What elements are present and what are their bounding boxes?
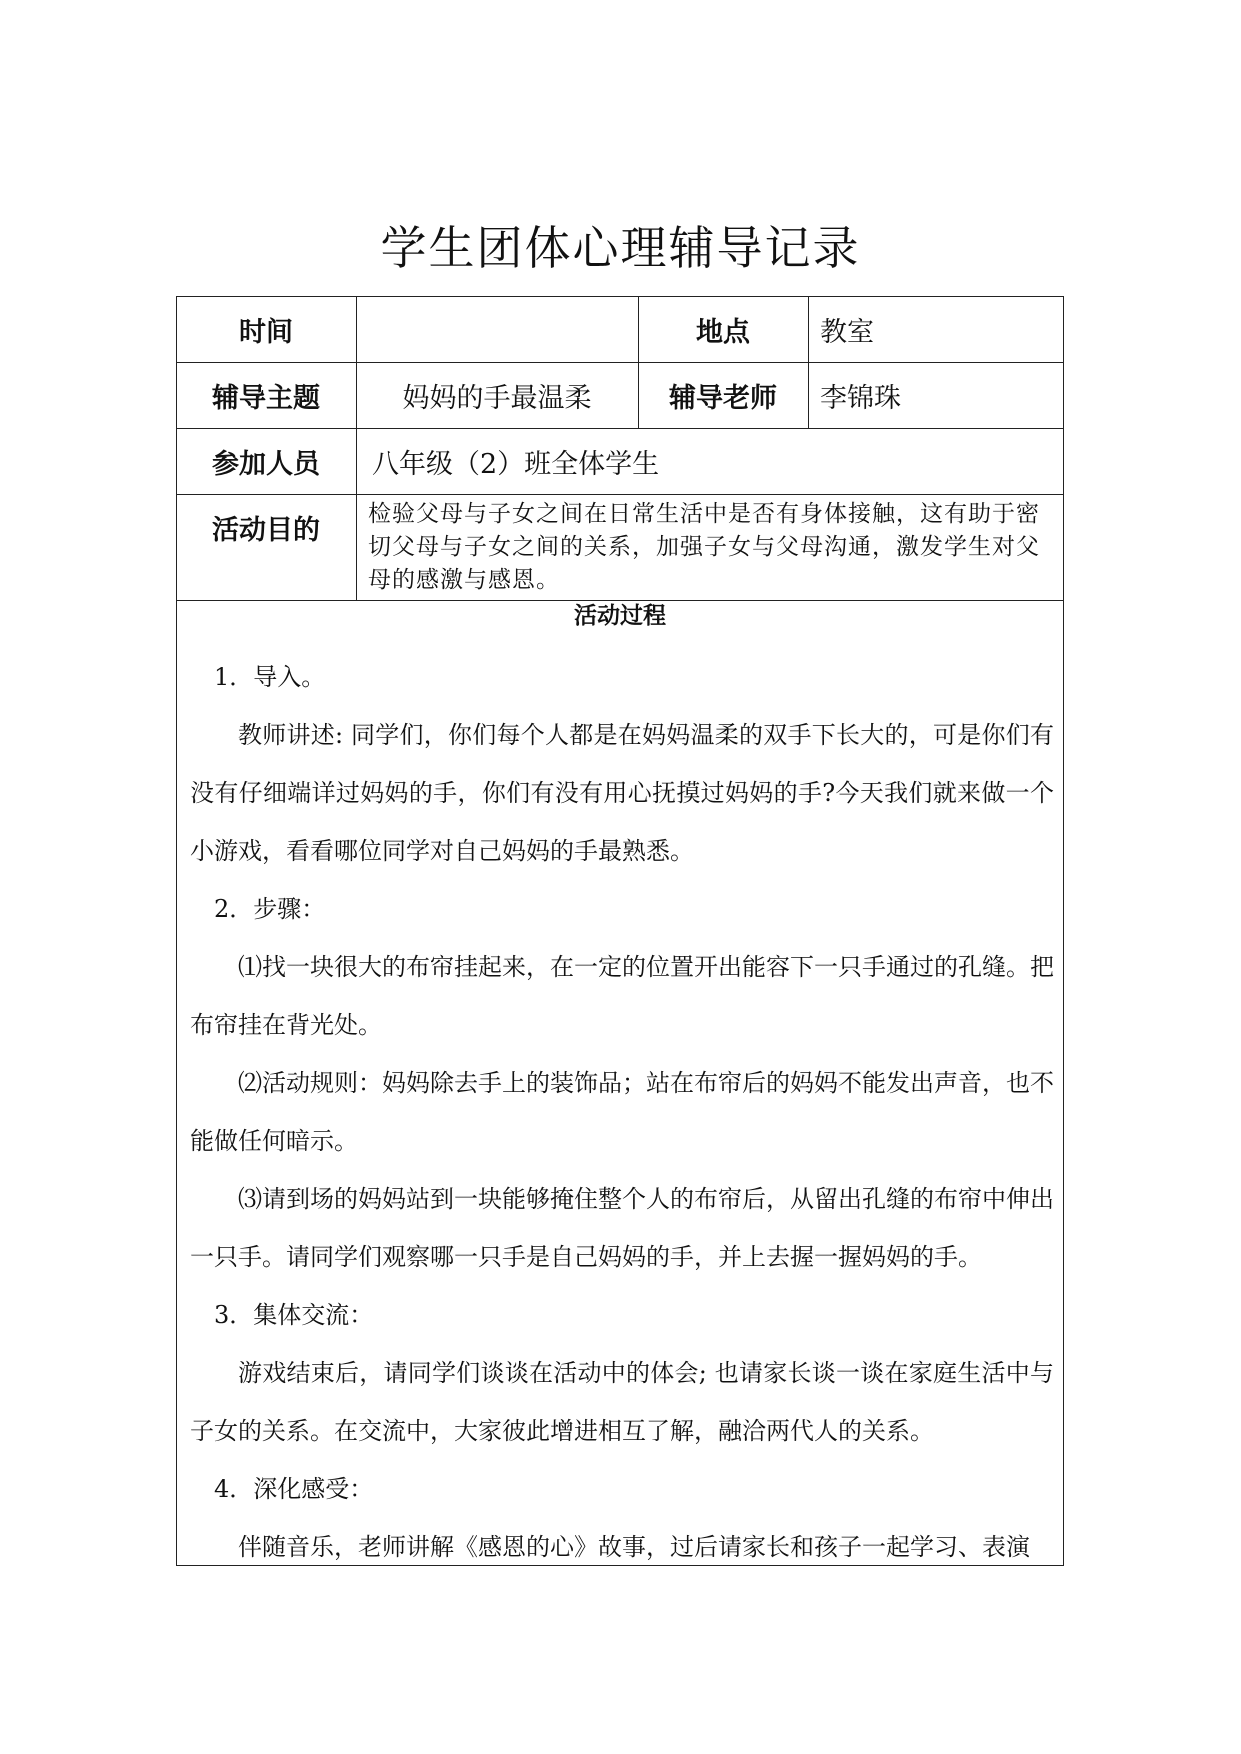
topic-label: 辅导主题 [212, 382, 320, 414]
column-divider [808, 296, 809, 428]
step-deepen-heading: 4．深化感受： [214, 1475, 374, 1503]
step-discussion-heading: 3．集体交流： [214, 1301, 374, 1329]
purpose-label: 活动目的 [212, 514, 320, 546]
participants-label: 参加人员 [212, 448, 320, 480]
step-intro-heading: 1．导入。 [214, 663, 326, 691]
place-label: 地点 [696, 316, 750, 348]
paragraph: ⑵活动规则：妈妈除去手上的装饰品；站在布帘后的妈妈不能发出声音，也不能做任何暗示。 [190, 1069, 1054, 1155]
step-procedure-heading: 2．步骤： [214, 895, 326, 923]
process-body [190, 648, 1054, 1576]
time-value [372, 296, 632, 362]
document-title: 学生团体心理辅导记录 [380, 221, 861, 275]
purpose-value: 检验父母与子女之间在日常生活中是否有身体接触，这有助于密切父母与子女之间的关系，加强子女与父母沟通，激发学生对父母的感激与感恩。 [368, 501, 1040, 593]
paragraph: 教师讲述: 同学们，你们每个人都是在妈妈温柔的双手下长大的，可是你们有没有仔细端详过妈妈的手，你们有没有用心抚摸过妈妈的手?今天我们就来做一个小游戏，看看哪位同学对自己妈妈的手最熟悉。 [190, 721, 1054, 865]
column-divider [356, 296, 357, 600]
paragraph: ⑶请到场的妈妈站到一块能够掩住整个人的布帘后，从留出孔缝的布帘中伸出一只手。请同学们观察哪一只手是自己妈妈的手，并上去握一握妈妈的手。 [190, 1185, 1054, 1271]
paragraph: 游戏结束后，请同学们谈谈在活动中的体会; 也请家长谈一谈在家庭生活中与子女的关系。在交流中，大家彼此增进相互了解，融洽两代人的关系。 [190, 1359, 1054, 1445]
paragraph: 伴随音乐，老师讲解《感恩的心》故事，过后请家长和孩子一起学习、表演 [238, 1533, 1030, 1561]
place-value: 教室 [820, 316, 874, 348]
teacher-label: 辅导老师 [669, 382, 777, 414]
teacher-value: 李锦珠 [820, 382, 901, 414]
topic-value: 妈妈的手最温柔 [402, 382, 592, 414]
participants-value: 八年级（2）班全体学生 [372, 448, 660, 480]
process-heading: 活动过程 [574, 603, 666, 629]
time-label: 时间 [239, 316, 293, 348]
paragraph: ⑴找一块很大的布帘挂起来，在一定的位置开出能容下一只手通过的孔缝。把布帘挂在背光处。 [190, 953, 1054, 1039]
